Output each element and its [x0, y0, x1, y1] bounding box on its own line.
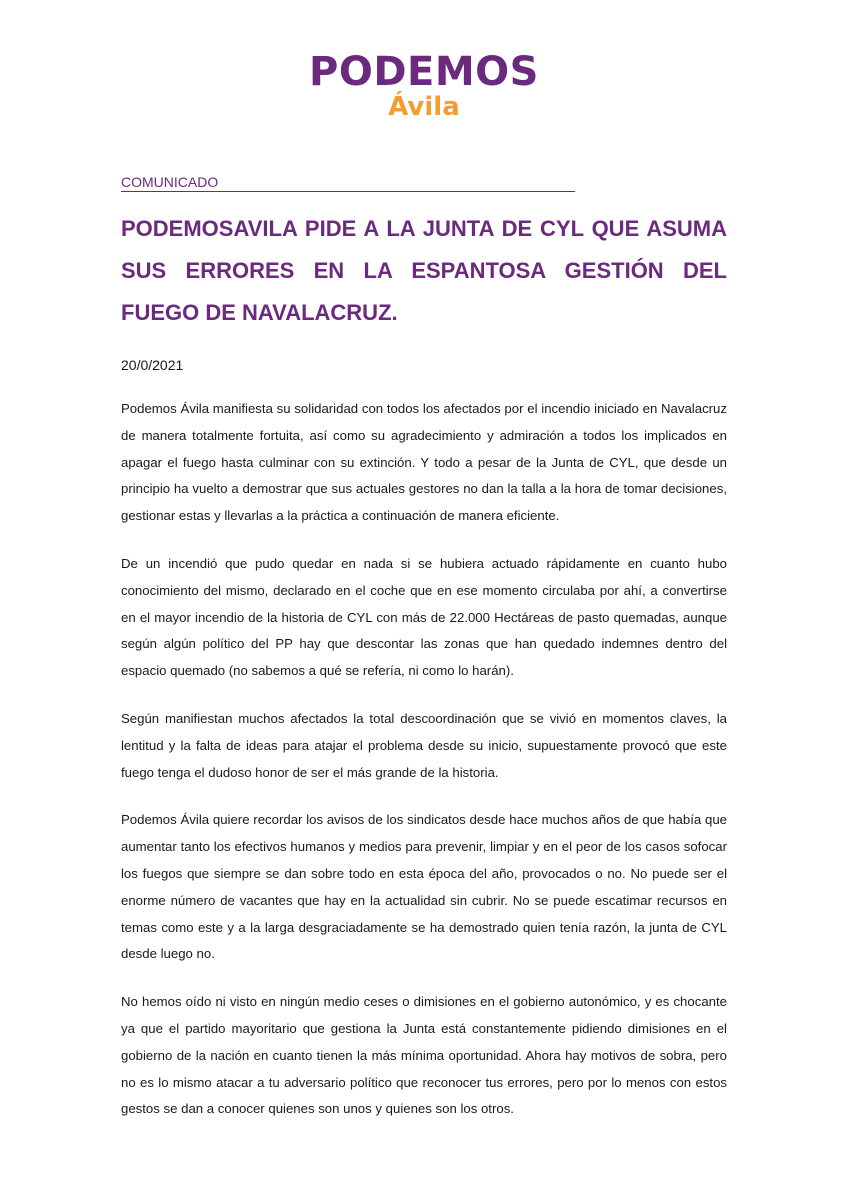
- document-date: 20/0/2021: [121, 357, 184, 373]
- body-paragraph-4: Podemos Ávila quiere recordar los avisos de los sindicatos desde hace muchos años de que había que aumentar tanto los efectivos humanos y medios para prevenir, limpiar y en el peor de los casos sofocar los fuegos que siempre se dan sobre todo en esta época del año, provocados o no. No puede ser el enorme número de vacantes que hay en la actualidad sin cubrir. No se puede escatimar recursos en temas como este y a la larga desgraciadamente se ha demostrado quien tenía razón, la junta de CYL desde luego no.: [121, 812, 727, 962]
- body-paragraph-5: No hemos oído ni visto en ningún medio ceses o dimisiones en el gobierno autonómico, y es chocante ya que el partido mayoritario que gestiona la Junta está constantemente pidiendo dimisiones en el gobierno de la nación en cuanto tienen la más mínima oportunidad. Ahora hay motivos de sobra, pero no es lo mismo atacar a tu adversario político que reconocer tus errores, pero por lo menos con estos gestos se dan a conocer quienes son unos y quienes son los otros.: [121, 994, 727, 1117]
- page-title: PODEMOSAVILA PIDE A LA JUNTA DE CYL QUE ASUMA SUS ERRORES EN LA ESPANTOSA GESTIÓN DEL FUEGO DE NAVALACRUZ.: [121, 216, 727, 325]
- logo-text-podemos: PODEMOS: [309, 49, 539, 95]
- communique-label: COMUNICADO: [121, 174, 219, 190]
- document-body: [121, 396, 727, 1144]
- podemos-avila-logo: [0, 48, 848, 122]
- body-paragraph-1: Podemos Ávila manifiesta su solidaridad con todos los afectados por el incendio iniciado en Navalacruz de manera totalmente fortuita, así como su agradecimiento y admiración a todos los implicados en apagar el fuego hasta culminar con su extinción. Y todo a pesar de la Junta de CYL, que desde un principio ha vuelto a demostrar que sus actuales gestores no dan la talla a la hora de tomar decisiones, gestionar estas y llevarlas a la práctica a continuación de manera eficiente.: [121, 401, 727, 524]
- body-paragraph-2: De un incendió que pudo quedar en nada si se hubiera actuado rápidamente en cuanto hubo conocimiento del mismo, declarado en el coche que en ese momento circulaba por ahí, a convertirse en el mayor incendio de la historia de CYL con más de 22.000 Hectáreas de pasto quemadas, aunque según algún político del PP hay que descontar las zonas que han quedado indemnes dentro del espacio quemado (no sabemos a qué se refería, ni como lo harán).: [121, 555, 727, 679]
- communique-label-row: [121, 173, 575, 192]
- logo-text-avila: Ávila: [388, 92, 460, 122]
- body-paragraph-3: Según manifiestan muchos afectados la total descoordinación que se vivió en momentos claves, la lentitud y la falta de ideas para atajar el problema desde su inicio, supuestamente provocó que este fuego tenga el dudoso honor de ser el más grande de la historia.: [121, 710, 727, 780]
